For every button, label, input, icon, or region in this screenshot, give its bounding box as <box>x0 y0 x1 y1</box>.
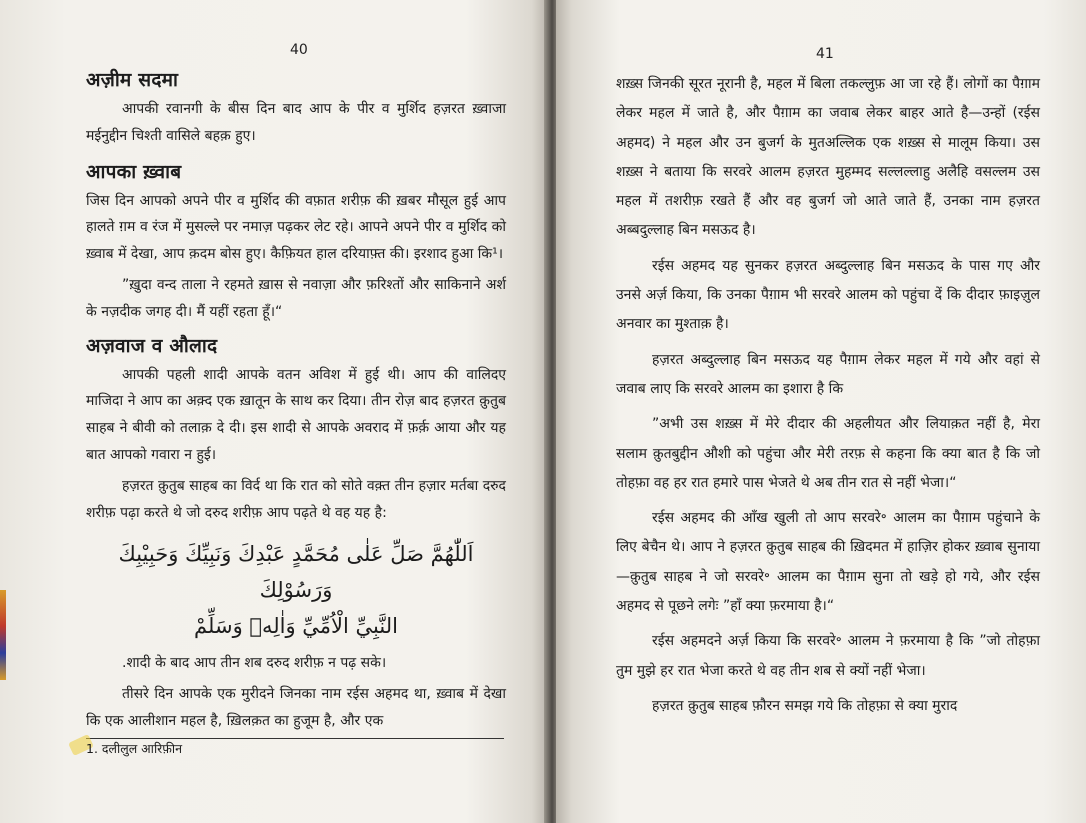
paragraph: .शादी के बाद आप तीन शब दरुद शरीफ़ न पढ़ सके। <box>122 655 387 672</box>
footnote-divider <box>86 738 504 739</box>
paragraph: हज़रत क़ुतुब साहब का विर्द था कि रात को सोते वक़्त तीन हज़ार मर्तबा दरुद शरीफ़ पढ़ा करते थे जो दरुद शरीफ़ आप पढ़ते थे वह यह है: <box>86 477 506 521</box>
paragraph: शख़्स जिनकी सूरत नूरानी है, महल में बिला तकल्लुफ़ आ जा रहे हैं। लोगों का पैग़ाम लेकर महल में जाते है, और पैग़ाम का जवाब लेकर बाहर आते है—उन्हों (रईस अहमद) ने महल और उन बुजर्ग के मुतअल्लिक एक शख़्स से मालूम किया। उस शख़्स ने बताया कि सरवरे आलम हज़रत मुहम्मद सल्लल्लाहु अलैहि वसल्लम उस महल में तशरीफ़ रखते हैं और वह बुजर्ग जो आते जाते हैं, उनका नाम हज़रत अब्बदुल्लाह बिन मसऊद है। <box>616 76 1040 239</box>
paragraph: आपकी रवानगी के बीस दिन बाद आप के पीर व मुर्शिद हज़रत ख़्वाजा मईनुद्दीन चिश्ती वासिले बहक़ हुए। <box>86 101 506 144</box>
arabic-line-2: النَّبِيِّ الْاُمِّيِّ وَاٰلِهٖ وَسَلِّمْ <box>194 614 398 639</box>
page-number-left: 40 <box>290 42 308 58</box>
paragraph: जिस दिन आपको अपने पीर व मुर्शिद की वफ़ात शरीफ़ की ख़बर मौसूल हुई आप हालते ग़म व रंज में मुसल्ले पर नमाज़ पढ़कर लेट रहे। आपने अपने पीर व मुर्शिद को ख़्वाब में देखा, आप क़दम बोस हुए। कैफ़ियत हाल दरियाफ़्त की। इरशाद हुआ कि¹। <box>86 192 506 263</box>
paragraph: तीसरे दिन आपके एक मुरीदने जिनका नाम रईस अहमद था, ख़्वाब में देखा कि एक आलीशान महल है, ख़िलक़त का हुजूम है, और एक <box>86 686 506 729</box>
heading-azwaj-va-aulad: अज़वाज व औलाद <box>86 334 218 357</box>
paragraph: हज़रत क़ुतुब साहब फ़ौरन समझ गये कि तोहफ़ा से क्या मुराद <box>652 697 958 714</box>
book-edge-color-strip <box>0 590 6 680</box>
arabic-durood <box>86 536 506 644</box>
right-page <box>556 0 1086 823</box>
quote-paragraph: ”ख़ुदा वन्द ताला ने रहमते ख़ास से नवाज़ा और फ़रिश्तों और साकिनाने अर्श के नज़दीक जगह दी। मैं यहीं रहता हूँ।“ <box>86 276 506 320</box>
paragraph: आपकी पहली शादी आपके वतन अविश में हुई थी। आप की वालिदए माजिदा ने आप का अक़्द एक ख़ातून के साथ कर दिया। तीन रोज़ बाद हज़रत क़ुतुब साहब ने बीवी को तलाक़ दे दी। इस शादी से आपके अवराद में फ़र्क़ आया और यह बात आपको गवारा न हुई। <box>86 366 506 463</box>
arabic-line-1: اَللّٰهُمَّ صَلِّ عَلٰى مُحَمَّدٍ عَبْدِكَ وَنَبِيِّكَ وَحَبِيْبِكَ وَرَسُوْلِكَ <box>118 542 474 603</box>
paragraph: रईस अहमदने अर्ज़ किया कि सरवरे॰ आलम ने फ़रमाया है कि ”जो तोहफ़ा तुम मुझे हर रात भेजा करते थे वह तीन शब से क्यों नहीं भेजा। <box>616 633 1040 679</box>
paragraph: हज़रत अब्दुल्लाह बिन मसऊद यह पैग़ाम लेकर महल में गये और वहां से जवाब लाए कि सरवरे आलम का इशारा है कि <box>616 351 1040 397</box>
page-number-right: 41 <box>816 46 834 62</box>
paragraph: रईस अहमद की आँख खुली तो आप सरवरे॰ आलम का पैग़ाम पहुंचाने के लिए बेचैन थे। आप ने हज़रत क़ुतुब साहब की ख़िदमत में हाज़िर होकर ख़्वाब सुनाया—क़ुतुब साहब ने जो सरवरे॰ आलम का पैग़ाम सुना तो खड़े हो गये, और रईस अहमद से पूछने लगेः ”हाँ क्या फ़रमाया है।“ <box>616 510 1040 615</box>
heading-aapka-khwab: आपका ख़्वाब <box>86 160 182 183</box>
footnote: 1. दलीलुल आरिफ़ीन <box>86 741 183 756</box>
heading-azeem-sadma: अज़ीम सदमा <box>86 69 179 91</box>
left-text-column <box>86 64 506 735</box>
quote-paragraph: ”अभी उस शख़्स में मेरे दीदार की अहलीयत और लियाक़त नहीं है, मेरा सलाम क़ुतबुद्दीन औशी को पहुंचा और मेरी तरफ़ से कहना कि क्या बात है कि जो तोहफ़ा वह हर रात हमारे पास भेजते थे अब तीन रात से नहीं भेजा।“ <box>616 416 1040 491</box>
paragraph: रईस अहमद यह सुनकर हज़रत अब्दुल्लाह बिन मसऊद के पास गए और उनसे अर्ज़ किया, कि उनका पैग़ाम भी सरवरे आलम को पहुंचा दें कि दीदार फ़ाइज़ुल अनवार का मुश्ताक़ है। <box>616 257 1040 333</box>
right-text-column <box>616 70 1040 721</box>
